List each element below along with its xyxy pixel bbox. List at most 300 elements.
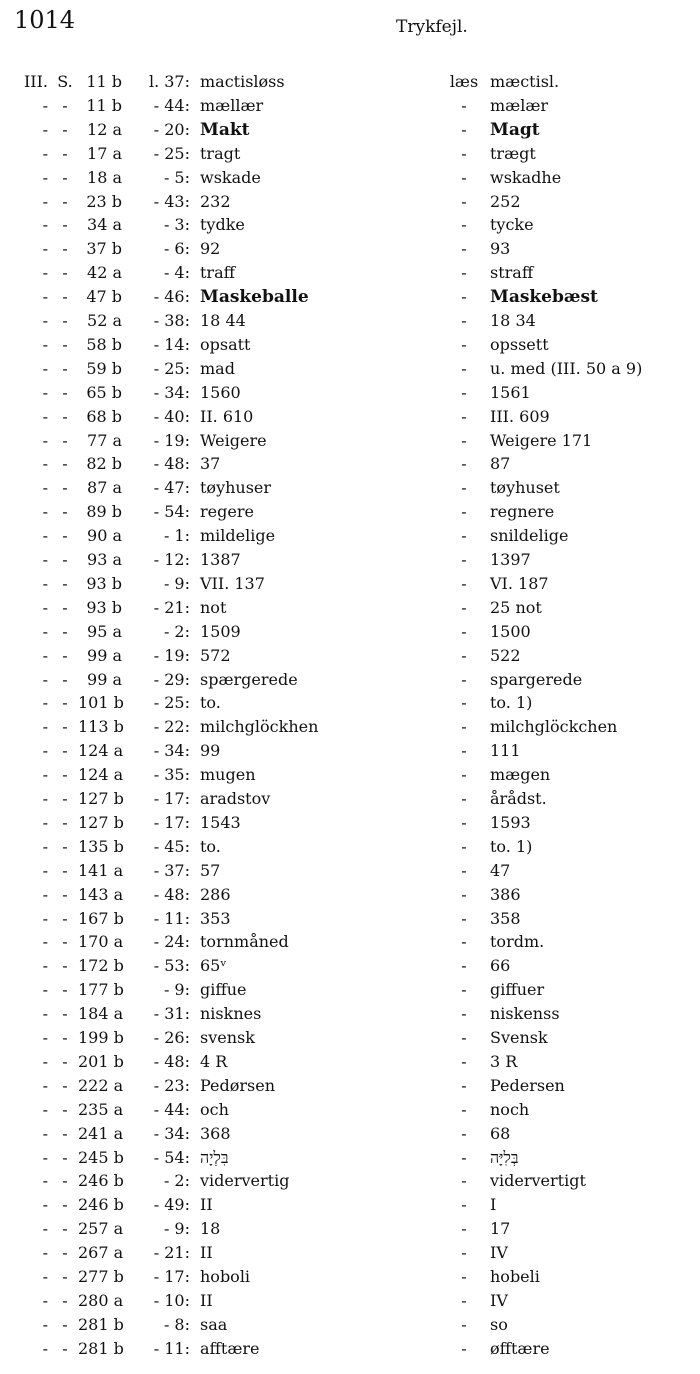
read-marker: -	[461, 311, 467, 330]
read-marker: -	[461, 191, 467, 211]
line-ref: - 14:	[153, 334, 190, 354]
page-ref: 58 b	[86, 334, 122, 354]
misprint-text: opsatt	[200, 334, 251, 354]
misprint-text: mællær	[200, 95, 264, 115]
section-ref: -	[62, 836, 68, 856]
correction-text: tordm.	[490, 932, 545, 952]
page-ref: 199 b	[78, 1028, 124, 1047]
correction-text: trægt	[490, 143, 536, 163]
misprint-text: tøyhuser	[200, 478, 272, 498]
page-ref: 201 b	[78, 1051, 124, 1071]
page-ref: 124 a	[78, 741, 124, 761]
read-marker: -	[461, 1219, 467, 1239]
read-marker: -	[461, 860, 467, 880]
line-ref: - 3:	[163, 215, 190, 235]
page-ref: 52 a	[87, 311, 122, 330]
read-marker: -	[461, 502, 467, 522]
line-ref: - 9:	[163, 1219, 190, 1239]
line-ref: - 17:	[153, 1267, 190, 1286]
volume-ref: -	[42, 645, 48, 665]
correction-text: 252	[490, 191, 521, 211]
line-ref: - 2:	[163, 621, 190, 641]
read-marker: -	[461, 1243, 467, 1263]
correction-text: III. 609	[490, 406, 550, 426]
section-ref: -	[62, 1267, 68, 1286]
section-ref: -	[62, 908, 68, 928]
misprint-text: not	[200, 597, 227, 617]
line-ref: - 49:	[153, 1195, 190, 1215]
correction-text: tøyhuset	[490, 478, 560, 498]
line-ref: - 5:	[163, 167, 190, 187]
read-marker: -	[461, 1028, 467, 1047]
volume-ref: -	[42, 980, 48, 1000]
page-ref: 246 b	[78, 1195, 124, 1215]
correction-text: Pedersen	[490, 1075, 565, 1095]
line-ref: - 9:	[163, 980, 190, 1000]
correction-text: 87	[490, 454, 511, 474]
misprint-text: spærgerede	[200, 669, 298, 689]
correction-text: 522	[490, 645, 521, 665]
line-ref: - 26:	[153, 1028, 190, 1047]
volume-ref: -	[42, 1051, 48, 1071]
volume-ref: -	[42, 669, 48, 689]
misprint-text: II	[200, 1243, 213, 1263]
section-ref: -	[62, 789, 68, 808]
correction-text: to. 1)	[490, 836, 533, 856]
line-ref: - 6:	[163, 239, 190, 259]
misprint-text: 4 R	[200, 1051, 228, 1071]
misprint-text: mad	[200, 358, 235, 378]
line-ref: - 4:	[163, 263, 190, 283]
misprint-text: tornmåned	[200, 932, 289, 952]
read-marker: -	[461, 406, 467, 426]
line-ref: - 21:	[153, 1243, 190, 1263]
read-marker: -	[461, 215, 467, 235]
misprint-text: vidervertig	[200, 1171, 290, 1191]
misprint-text: mactisløss	[200, 72, 285, 91]
volume-ref: -	[42, 1290, 48, 1310]
section-ref: -	[62, 239, 68, 259]
volume-ref: -	[42, 287, 48, 307]
misprint-text: 1509	[200, 621, 241, 641]
misprint-text: 286	[200, 884, 231, 904]
correction-text: I	[490, 1195, 497, 1215]
volume-ref: -	[42, 430, 48, 450]
correction-text: בְּלִיָּה	[490, 1147, 519, 1167]
page-number: 1014	[14, 6, 76, 34]
read-marker: -	[461, 478, 467, 498]
volume-ref: -	[42, 860, 48, 880]
volume-ref: -	[42, 908, 48, 928]
read-marker: -	[461, 908, 467, 928]
correction-text: årådst.	[490, 789, 547, 808]
section-ref: -	[62, 334, 68, 354]
volume-ref: -	[42, 812, 48, 832]
correction-text: Magt	[490, 119, 540, 140]
misprint-text: II	[200, 1195, 213, 1215]
page-ref: 93 b	[86, 597, 122, 617]
misprint-text: 65ᵛ	[200, 956, 227, 976]
misprint-text: II	[200, 1290, 213, 1310]
section-ref: -	[62, 406, 68, 426]
line-ref: - 34:	[153, 1123, 190, 1143]
line-ref: l. 37:	[148, 72, 190, 91]
misprint-text: wskade	[200, 167, 261, 187]
misprint-text: hoboli	[200, 1267, 251, 1286]
read-marker: -	[461, 717, 467, 737]
section-ref: -	[62, 956, 68, 976]
page-ref: 99 a	[87, 645, 122, 665]
line-ref: - 35:	[153, 765, 190, 785]
page-ref: 281 b	[78, 1314, 124, 1334]
read-marker: -	[461, 1075, 467, 1095]
page-ref: 177 b	[78, 980, 124, 1000]
line-ref: - 38:	[153, 311, 190, 330]
section-ref: -	[62, 597, 68, 617]
misprint-text: 1543	[200, 812, 241, 832]
correction-text: VI. 187	[490, 573, 549, 593]
misprint-text: 92	[200, 239, 221, 259]
line-ref: - 44:	[153, 95, 190, 115]
read-marker: -	[461, 1267, 467, 1286]
misprint-text: saa	[200, 1314, 228, 1334]
section-ref: -	[62, 95, 68, 115]
page-ref: 277 b	[78, 1267, 124, 1286]
read-marker: -	[461, 167, 467, 187]
read-marker: -	[461, 287, 467, 307]
page-ref: 135 b	[78, 836, 124, 856]
volume-ref: -	[42, 502, 48, 522]
volume-ref: -	[42, 1338, 48, 1358]
correction-text: 18 34	[490, 311, 536, 330]
misprint-text: 232	[200, 191, 231, 211]
line-ref: - 11:	[153, 908, 190, 928]
read-marker: -	[461, 263, 467, 283]
correction-text: mælær	[490, 95, 549, 115]
volume-ref: -	[42, 263, 48, 283]
line-ref: - 8:	[163, 1314, 190, 1334]
line-ref: - 46:	[153, 287, 190, 307]
correction-text: 111	[490, 741, 521, 761]
read-marker: -	[461, 621, 467, 641]
misprint-text: afftære	[200, 1338, 260, 1358]
section-ref: -	[62, 1004, 68, 1024]
volume-ref: -	[42, 550, 48, 569]
line-ref: - 21:	[153, 597, 190, 617]
volume-ref: -	[42, 119, 48, 139]
page-ref: 23 b	[86, 191, 122, 211]
correction-text: 1397	[490, 550, 531, 569]
line-ref: - 10:	[153, 1290, 190, 1310]
line-ref: - 9:	[163, 573, 190, 593]
correction-text: 68	[490, 1123, 511, 1143]
read-marker: -	[461, 1051, 467, 1071]
section-ref: -	[62, 478, 68, 498]
volume-ref: -	[42, 526, 48, 546]
misprint-text: giffue	[200, 980, 247, 1000]
correction-text: 93	[490, 239, 511, 259]
line-ref: - 29:	[153, 669, 190, 689]
misprint-text: בִּלְיָה	[200, 1147, 229, 1167]
correction-text: IV	[490, 1290, 508, 1310]
line-ref: - 17:	[153, 789, 190, 808]
section-ref: -	[62, 119, 68, 139]
correction-text: opssett	[490, 334, 549, 354]
section-ref: -	[62, 191, 68, 211]
volume-ref: -	[42, 765, 48, 785]
correction-text: noch	[490, 1099, 530, 1119]
misprint-text: Maskeballe	[200, 287, 309, 308]
misprint-text: 1387	[200, 550, 241, 569]
misprint-text: nisknes	[200, 1004, 262, 1024]
page-ref: 93 b	[86, 573, 122, 593]
line-ref: - 17:	[153, 812, 190, 832]
page-ref: 127 b	[78, 789, 124, 808]
read-marker: -	[461, 812, 467, 832]
line-ref: - 54:	[153, 502, 190, 522]
read-marker: -	[461, 526, 467, 546]
misprint-text: Weigere	[200, 430, 267, 450]
section-ref: -	[62, 573, 68, 593]
line-ref: - 40:	[153, 406, 190, 426]
volume-ref: -	[42, 1195, 48, 1215]
misprint-text: 353	[200, 908, 231, 928]
section-ref: -	[62, 263, 68, 283]
page-ref: 235 a	[78, 1099, 124, 1119]
page-ref: 11 b	[86, 72, 122, 91]
volume-ref: -	[42, 956, 48, 976]
correction-text: giffuer	[490, 980, 545, 1000]
correction-text: vidervertigt	[490, 1171, 586, 1191]
read-marker: -	[461, 669, 467, 689]
correction-text: 25 not	[490, 597, 542, 617]
read-marker: -	[461, 430, 467, 450]
read-marker: -	[461, 1338, 467, 1358]
read-marker: -	[461, 597, 467, 617]
page-ref: 246 b	[78, 1171, 124, 1191]
misprint-text: 18	[200, 1219, 221, 1239]
line-ref: - 22:	[153, 717, 190, 737]
read-marker: -	[461, 573, 467, 593]
misprint-text: 572	[200, 645, 231, 665]
page-ref: 89 b	[86, 502, 122, 522]
correction-text: to. 1)	[490, 693, 533, 713]
read-marker: læs	[449, 72, 479, 91]
correction-text: straff	[490, 263, 534, 283]
page-ref: 280 a	[78, 1290, 124, 1310]
read-marker: -	[461, 1004, 467, 1024]
line-ref: - 31:	[153, 1004, 190, 1024]
read-marker: -	[461, 765, 467, 785]
volume-ref: -	[42, 1314, 48, 1334]
page-ref: 222 a	[78, 1075, 124, 1095]
misprint-text: mugen	[200, 765, 256, 785]
section-ref: -	[62, 526, 68, 546]
page-ref: 172 b	[78, 956, 124, 976]
line-ref: - 25:	[153, 693, 190, 713]
page-ref: 143 a	[78, 884, 124, 904]
correction-text: 17	[490, 1219, 511, 1239]
volume-ref: -	[42, 334, 48, 354]
section-ref: -	[62, 1290, 68, 1310]
section-ref: -	[62, 1028, 68, 1047]
line-ref: - 53:	[153, 956, 190, 976]
volume-ref: -	[42, 789, 48, 808]
section-ref: -	[62, 454, 68, 474]
volume-ref: -	[42, 717, 48, 737]
volume-ref: -	[42, 1123, 48, 1143]
read-marker: -	[461, 1123, 467, 1143]
section-ref: -	[62, 143, 68, 163]
section-ref: -	[62, 1171, 68, 1191]
read-marker: -	[461, 454, 467, 474]
page-ref: 113 b	[78, 717, 124, 737]
volume-ref: -	[42, 382, 48, 402]
misprint-text: to.	[200, 836, 221, 856]
page-ref: 124 a	[78, 765, 124, 785]
read-marker: -	[461, 95, 467, 115]
line-ref: - 12:	[153, 550, 190, 569]
line-ref: - 48:	[153, 884, 190, 904]
section-ref: -	[62, 669, 68, 689]
volume-ref: -	[42, 358, 48, 378]
volume-ref: -	[42, 1219, 48, 1239]
misprint-text: VII. 137	[200, 573, 265, 593]
page-ref: 11 b	[86, 95, 122, 115]
section-ref: -	[62, 550, 68, 569]
page-ref: 184 a	[78, 1004, 124, 1024]
read-marker: -	[461, 143, 467, 163]
read-marker: -	[461, 358, 467, 378]
line-ref: - 54:	[153, 1147, 190, 1167]
correction-text: 1593	[490, 812, 531, 832]
line-ref: - 48:	[153, 1051, 190, 1071]
section-ref: -	[62, 358, 68, 378]
section-ref: -	[62, 1075, 68, 1095]
read-marker: -	[461, 1195, 467, 1215]
misprint-text: tydke	[200, 215, 245, 235]
line-ref: - 25:	[153, 143, 190, 163]
line-ref: - 34:	[153, 741, 190, 761]
line-ref: - 45:	[153, 836, 190, 856]
read-marker: -	[461, 1290, 467, 1310]
page-ref: 167 b	[78, 908, 124, 928]
page-ref: 47 b	[86, 287, 122, 307]
volume-ref: -	[42, 95, 48, 115]
section-ref: -	[62, 502, 68, 522]
read-marker: -	[461, 1099, 467, 1119]
misprint-text: tragt	[200, 143, 241, 163]
misprint-text: 1560	[200, 382, 241, 402]
misprint-text: regere	[200, 502, 254, 522]
section-ref: -	[62, 215, 68, 235]
section-ref: -	[62, 765, 68, 785]
section-ref: -	[62, 430, 68, 450]
misprint-text: och	[200, 1099, 229, 1119]
correction-text: u. med (III. 50 a 9)	[490, 358, 643, 378]
correction-text: 386	[490, 884, 521, 904]
section-ref: -	[62, 1243, 68, 1263]
page-ref: 59 b	[86, 358, 122, 378]
section-ref: -	[62, 1314, 68, 1334]
volume-ref: -	[42, 693, 48, 713]
volume-ref: -	[42, 167, 48, 187]
line-ref: - 47:	[153, 478, 190, 498]
section-ref: -	[62, 1099, 68, 1119]
volume-ref: -	[42, 143, 48, 163]
volume-ref: -	[42, 1267, 48, 1286]
page-ref: 281 b	[78, 1338, 124, 1358]
correction-text: hobeli	[490, 1267, 540, 1286]
volume-ref: -	[42, 621, 48, 641]
read-marker: -	[461, 239, 467, 259]
read-marker: -	[461, 980, 467, 1000]
correction-text: IV	[490, 1243, 508, 1263]
read-marker: -	[461, 382, 467, 402]
correction-text: 1561	[490, 382, 531, 402]
page-ref: 87 a	[87, 478, 122, 498]
line-ref: - 25:	[153, 358, 190, 378]
section-ref: -	[62, 382, 68, 402]
correction-text: regnere	[490, 502, 555, 522]
line-ref: - 23:	[153, 1075, 190, 1095]
section-ref: -	[62, 741, 68, 761]
page-ref: 267 a	[78, 1243, 124, 1263]
read-marker: -	[461, 741, 467, 761]
volume-ref: -	[42, 1004, 48, 1024]
page-ref: 12 a	[87, 119, 122, 139]
read-marker: -	[461, 693, 467, 713]
line-ref: - 37:	[153, 860, 190, 880]
read-marker: -	[461, 645, 467, 665]
read-marker: -	[461, 956, 467, 976]
page-ref: 93 a	[87, 550, 122, 569]
misprint-text: traff	[200, 263, 235, 283]
line-ref: - 20:	[153, 119, 190, 139]
section-ref: -	[62, 693, 68, 713]
volume-ref: -	[42, 454, 48, 474]
volume-ref: III.	[23, 72, 48, 91]
read-marker: -	[461, 119, 467, 139]
misprint-text: svensk	[200, 1028, 255, 1047]
volume-ref: -	[42, 1243, 48, 1263]
read-marker: -	[461, 550, 467, 569]
page-ref: 17 a	[87, 143, 122, 163]
section-ref: -	[62, 1338, 68, 1358]
section-ref: -	[62, 860, 68, 880]
page-ref: 257 a	[78, 1219, 124, 1239]
correction-text: Weigere 171	[490, 430, 593, 450]
section-ref: -	[62, 932, 68, 952]
misprint-text: Makt	[200, 119, 250, 140]
line-ref: - 24:	[153, 932, 190, 952]
correction-text: 47	[490, 860, 511, 880]
page-ref: 34 a	[87, 215, 122, 235]
read-marker: -	[461, 1147, 467, 1167]
misprint-text: 57	[200, 860, 221, 880]
correction-text: wskadhe	[490, 167, 562, 187]
section-ref: -	[62, 167, 68, 187]
misprint-text: 18 44	[200, 311, 246, 330]
read-marker: -	[461, 836, 467, 856]
volume-ref: -	[42, 1028, 48, 1047]
correction-text: snildelige	[490, 526, 569, 546]
page-ref: 99 a	[87, 669, 122, 689]
volume-ref: -	[42, 191, 48, 211]
correction-text: 3 R	[490, 1051, 518, 1071]
line-ref: - 44:	[153, 1099, 190, 1119]
misprint-text: 37	[200, 454, 221, 474]
